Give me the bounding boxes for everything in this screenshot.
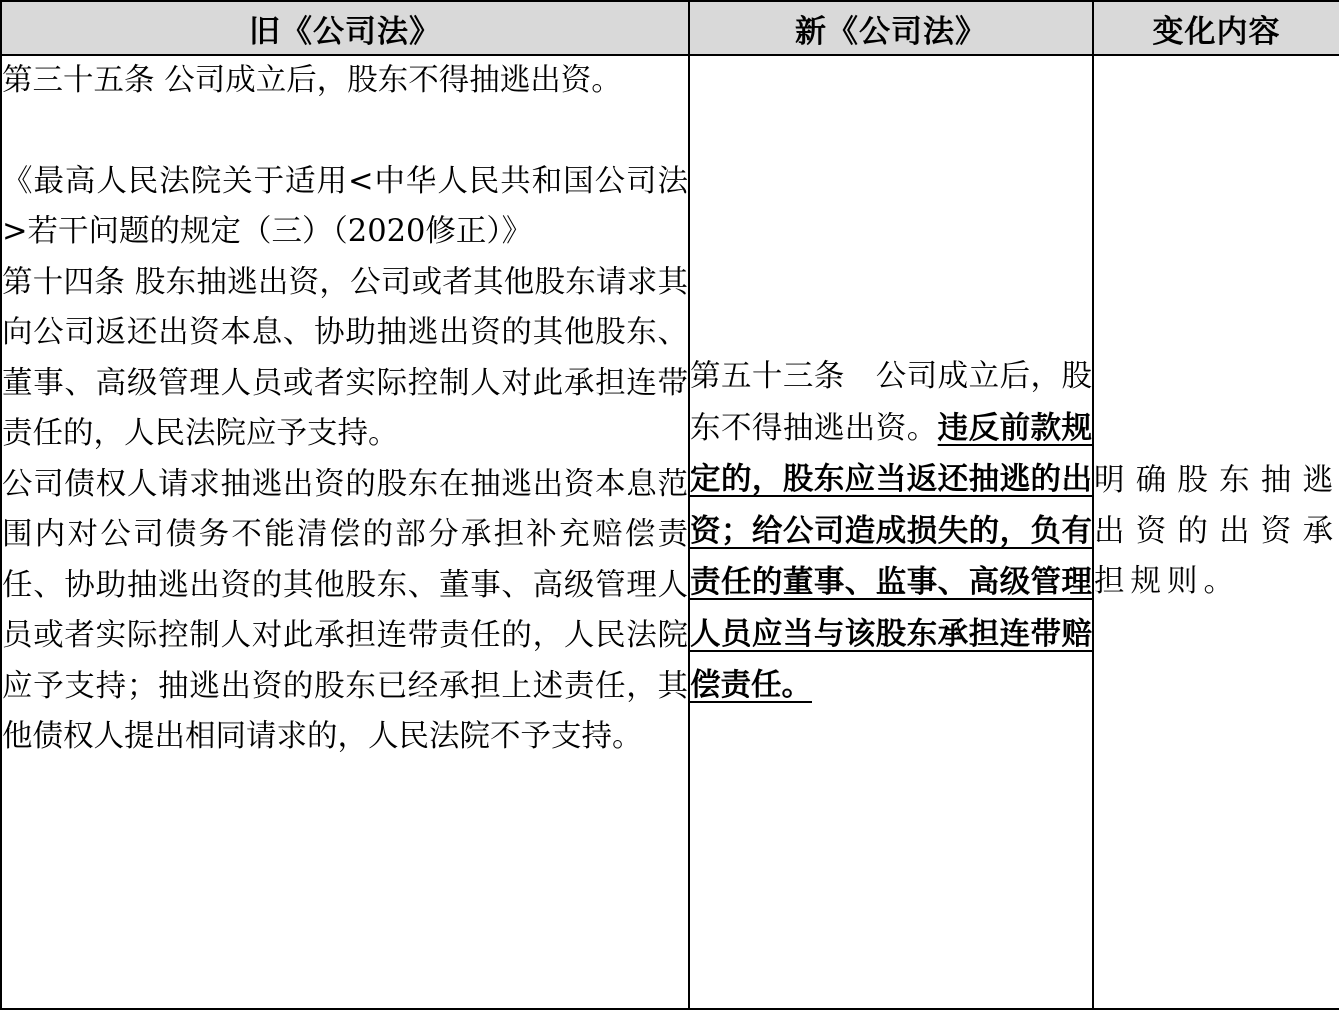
new-article-53-amendment: 违反前款规定的，股东应当返还抽逃的出资；给公司造成损失的，负有责任的董事、监事、高级管理人员应当与该股东承担连带赔偿责任。 bbox=[690, 409, 1093, 704]
change-cell bbox=[1093, 55, 1339, 1009]
old-article-35: 第三十五条 公司成立后，股东不得抽逃出资。 bbox=[2, 63, 622, 98]
header-change: 变化内容 bbox=[1093, 1, 1339, 55]
new-law-cell bbox=[689, 55, 1093, 1009]
paragraph-gap bbox=[2, 107, 688, 157]
old-article-14-paragraph-2: 公司债权人请求抽逃出资的股东在抽逃出资本息范围内对公司债务不能清偿的部分承担补充赔偿责任、协助抽逃出资的其他股东、董事、高级管理人员或者实际控制人对此承担连带责任的，人民法院应予支持；抽逃出资的股东已经承担上述责任，其他债权人提出相同请求的，人民法院不予支持。 bbox=[2, 466, 688, 754]
old-law-cell bbox=[1, 55, 689, 1009]
change-summary: 明确股东抽逃出资的出资承担规则。 bbox=[1094, 463, 1339, 600]
header-old-law: 旧《公司法》 bbox=[1, 1, 689, 55]
interpretation-title: 《最高人民法院关于适用<中华人民共和国公司法>若干问题的规定（三）（2020修正）》 bbox=[2, 163, 688, 249]
content-row bbox=[1, 55, 1339, 1009]
header-row bbox=[1, 1, 1339, 55]
header-new-law: 新《公司法》 bbox=[689, 1, 1093, 55]
new-article-53-intro: 第五十三条 公司成立后，股东不得抽逃出资。 bbox=[690, 359, 1092, 446]
old-article-14-paragraph-1: 第十四条 股东抽逃出资，公司或者其他股东请求其向公司返还出资本息、协助抽逃出资的其他股东、董事、高级管理人员或者实际控制人对此承担连带责任的，人民法院应予支持。 bbox=[2, 264, 688, 451]
